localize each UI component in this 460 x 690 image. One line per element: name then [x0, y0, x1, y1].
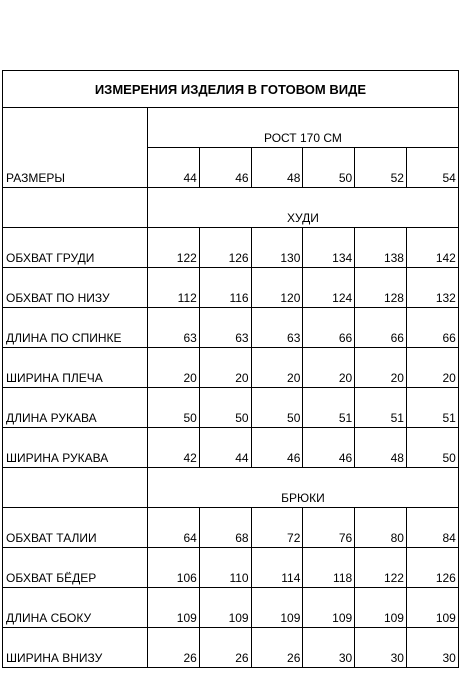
height-row	[3, 108, 459, 148]
section-blank-cell	[3, 188, 148, 228]
measurement-label: ОБХВАТ ПО НИЗУ	[3, 268, 148, 308]
title-row	[3, 71, 459, 108]
table-row	[3, 268, 459, 308]
measurement-value: 128	[355, 268, 407, 308]
measurement-value: 124	[303, 268, 355, 308]
measurement-value: 76	[303, 508, 355, 548]
measurement-value: 116	[199, 268, 251, 308]
measurement-value: 72	[251, 508, 303, 548]
table-body	[3, 71, 459, 668]
size-cell: 44	[148, 148, 200, 188]
measurement-value: 44	[199, 428, 251, 468]
table-row	[3, 348, 459, 388]
measurement-value: 109	[199, 588, 251, 628]
table-row	[3, 548, 459, 588]
measurement-value: 126	[406, 548, 458, 588]
size-cell: 46	[199, 148, 251, 188]
measurements-table	[2, 70, 459, 668]
section-blank-cell	[3, 468, 148, 508]
table-row	[3, 308, 459, 348]
section-header-row	[3, 468, 459, 508]
measurement-value: 122	[148, 228, 200, 268]
size-cell: 54	[406, 148, 458, 188]
measurement-label: ДЛИНА ПО СПИНКЕ	[3, 308, 148, 348]
measurement-value: 66	[406, 308, 458, 348]
measurement-value: 112	[148, 268, 200, 308]
height-label: РОСТ 170 СМ	[148, 108, 459, 148]
measurement-value: 109	[355, 588, 407, 628]
size-cell: 50	[303, 148, 355, 188]
table-row	[3, 428, 459, 468]
measurement-value: 20	[303, 348, 355, 388]
table-row	[3, 508, 459, 548]
measurement-value: 109	[148, 588, 200, 628]
measurement-value: 46	[251, 428, 303, 468]
size-cell: 52	[355, 148, 407, 188]
measurement-label: ДЛИНА СБОКУ	[3, 588, 148, 628]
measurement-value: 20	[199, 348, 251, 388]
measurement-value: 132	[406, 268, 458, 308]
measurement-label: ОБХВАТ ТАЛИИ	[3, 508, 148, 548]
measurement-value: 20	[148, 348, 200, 388]
measurement-value: 126	[199, 228, 251, 268]
measurement-value: 50	[148, 388, 200, 428]
measurement-label: ОБХВАТ БЁДЕР	[3, 548, 148, 588]
measurement-value: 122	[355, 548, 407, 588]
measurement-label: ОБХВАТ ГРУДИ	[3, 228, 148, 268]
measurement-value: 109	[406, 588, 458, 628]
table-row	[3, 228, 459, 268]
measurement-value: 51	[303, 388, 355, 428]
measurement-value: 66	[303, 308, 355, 348]
measurement-label: ШИРИНА РУКАВА	[3, 428, 148, 468]
measurement-label: ШИРИНА ПЛЕЧА	[3, 348, 148, 388]
measurement-value: 26	[148, 628, 200, 668]
measurement-value: 110	[199, 548, 251, 588]
measurement-value: 130	[251, 228, 303, 268]
measurement-label: ШИРИНА ВНИЗУ	[3, 628, 148, 668]
measurement-label: ДЛИНА РУКАВА	[3, 388, 148, 428]
measurement-value: 50	[251, 388, 303, 428]
measurement-value: 64	[148, 508, 200, 548]
measurement-value: 48	[355, 428, 407, 468]
table-title: ИЗМЕРЕНИЯ ИЗДЕЛИЯ В ГОТОВОМ ВИДЕ	[3, 71, 459, 108]
measurement-value: 68	[199, 508, 251, 548]
sizes-label: РАЗМЕРЫ	[3, 108, 148, 188]
measurement-value: 26	[251, 628, 303, 668]
measurement-value: 109	[303, 588, 355, 628]
measurement-value: 63	[251, 308, 303, 348]
measurement-value: 30	[303, 628, 355, 668]
measurement-value: 63	[148, 308, 200, 348]
measurement-value: 120	[251, 268, 303, 308]
measurement-value: 106	[148, 548, 200, 588]
section-title: ХУДИ	[148, 188, 459, 228]
table-row	[3, 388, 459, 428]
measurement-value: 50	[199, 388, 251, 428]
measurement-value: 109	[251, 588, 303, 628]
measurement-value: 20	[406, 348, 458, 388]
measurement-value: 42	[148, 428, 200, 468]
measurement-value: 66	[355, 308, 407, 348]
measurement-value: 51	[355, 388, 407, 428]
measurement-value: 142	[406, 228, 458, 268]
measurement-value: 26	[199, 628, 251, 668]
measurement-value: 84	[406, 508, 458, 548]
measurement-value: 118	[303, 548, 355, 588]
measurement-value: 46	[303, 428, 355, 468]
measurement-value: 50	[406, 428, 458, 468]
measurement-value: 138	[355, 228, 407, 268]
table-row	[3, 628, 459, 668]
measurement-value: 51	[406, 388, 458, 428]
section-header-row	[3, 188, 459, 228]
table-row	[3, 588, 459, 628]
section-title: БРЮКИ	[148, 468, 459, 508]
measurement-value: 30	[355, 628, 407, 668]
measurement-value: 20	[251, 348, 303, 388]
measurement-value: 63	[199, 308, 251, 348]
measurement-value: 20	[355, 348, 407, 388]
measurement-value: 30	[406, 628, 458, 668]
measurement-value: 80	[355, 508, 407, 548]
size-cell: 48	[251, 148, 303, 188]
measurement-value: 134	[303, 228, 355, 268]
measurement-value: 114	[251, 548, 303, 588]
